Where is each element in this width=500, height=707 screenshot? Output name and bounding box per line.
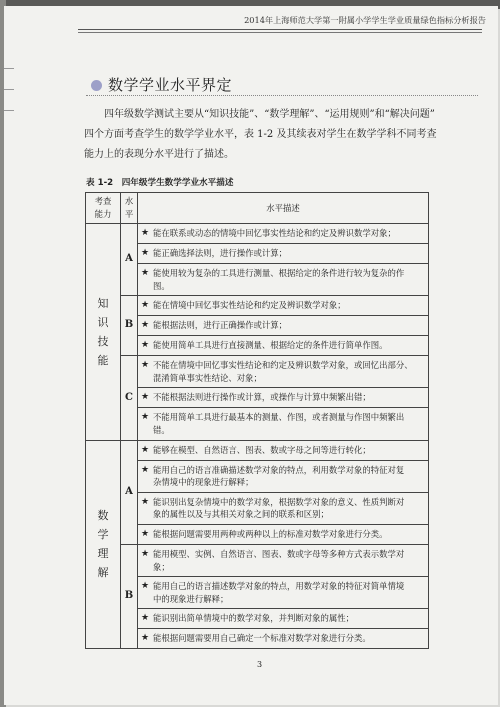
section-title: 数学学业水平界定 <box>108 76 233 94</box>
level-cell: B <box>121 544 138 648</box>
description-line: 不能在情境中回忆事实性结论和约定及辨识数学对象，或回忆出部分、 <box>153 360 413 371</box>
star-icon: ★ <box>141 300 150 311</box>
description-item <box>138 524 428 544</box>
ability-char: 学 <box>97 528 109 542</box>
description-line: 不能用简单工具进行最基本的测量、作图，或者测量与作图中频繁出 <box>153 412 405 423</box>
description-text <box>153 264 425 295</box>
header-rule <box>78 29 482 30</box>
star-icon: ★ <box>141 613 150 624</box>
description-line: 能在联系或动态的情境中回忆事实性结论和约定及辨识数学对象； <box>153 228 396 238</box>
description-cell <box>138 544 429 648</box>
description-text <box>153 441 425 460</box>
description-cell <box>138 296 429 356</box>
bullet-icon <box>91 80 102 91</box>
description-text <box>153 316 425 335</box>
star-icon: ★ <box>141 268 150 278</box>
description-text <box>153 244 425 263</box>
star-icon: ★ <box>141 248 150 258</box>
description-item <box>138 628 428 648</box>
description-line: 能用模型、实例、自然语言、图表、数或字母等多种方式表示数学对 <box>153 548 405 559</box>
description-line: 能使用较为复杂的工具进行测量、根据给定的条件进行较为复杂的作 <box>153 268 405 278</box>
table-header-row <box>86 193 429 224</box>
description-line: 象； <box>153 561 170 572</box>
ability-cell <box>86 440 121 649</box>
description-item <box>138 576 428 608</box>
description-line: 能根据法则，进行正确操作或计算； <box>153 320 287 331</box>
description-line: 能识别出简单情境中的数学对象，并判断对象的属性； <box>153 613 354 624</box>
level-cell: A <box>121 224 138 296</box>
intro-paragraph <box>84 105 464 165</box>
star-icon: ★ <box>141 464 150 475</box>
description-cell <box>138 440 429 544</box>
ability-char: 数 <box>97 509 109 523</box>
header-rule-thin <box>78 32 482 33</box>
page-number: 3 <box>257 660 263 669</box>
description-line: 错。 <box>153 424 170 435</box>
description-line: 杂情境中的现象进行解释； <box>153 477 254 488</box>
margin-ticks <box>4 68 14 128</box>
header-level <box>121 193 138 224</box>
description-line: 能在情境中回忆事实性结论和约定及辨识数学对象； <box>153 300 346 311</box>
header-ability <box>86 193 121 224</box>
description-text <box>153 577 425 608</box>
description-item <box>138 608 428 628</box>
description-text <box>153 609 425 628</box>
description-text <box>153 629 425 648</box>
description-item <box>138 492 428 524</box>
ability-char: 识 <box>97 315 109 329</box>
paragraph-line: 能力上的表现分水平进行了描述。 <box>84 149 234 160</box>
star-icon: ★ <box>141 444 150 455</box>
description-item <box>138 407 428 439</box>
description-text <box>153 336 425 355</box>
description-line: 象的属性以及与其相关对象之间的联系和区别； <box>153 509 329 520</box>
star-icon: ★ <box>141 633 150 644</box>
description-item <box>138 243 428 263</box>
table-row <box>86 544 429 648</box>
star-icon: ★ <box>141 228 150 238</box>
description-text <box>153 493 425 524</box>
description-item <box>138 460 428 492</box>
description-line: 不能根据法则进行操作或计算，或操作与计算中频繁出错； <box>153 392 371 403</box>
description-item <box>138 263 428 295</box>
star-icon: ★ <box>141 412 150 423</box>
description-line: 能用自己的语言描述数学对象的特点，用数学对象的特征对简单情境 <box>153 581 405 592</box>
description-line: 能根据问题需要用自己确定一个标准对数学对象进行分类。 <box>153 633 371 644</box>
paragraph-line: 四个方面考查学生的数学学业水平，表 1-2 及其续表对学生在数学学科不同考查 <box>84 129 437 140</box>
ability-char: 理 <box>97 547 109 561</box>
ability-cell <box>86 224 121 441</box>
star-icon: ★ <box>141 360 150 371</box>
description-cell <box>138 356 429 440</box>
description-text <box>153 356 425 387</box>
header-description: 水平描述 <box>138 193 429 224</box>
description-item <box>138 315 428 335</box>
header-ability-line2: 能力 <box>94 209 112 219</box>
header-level-line2: 平 <box>124 209 134 219</box>
description-line: 能正确选择法则，进行操作或计算； <box>153 248 287 258</box>
description-line: 能使用简单工具进行直接测量、根据给定的条件进行简单作图。 <box>153 340 388 351</box>
description-item <box>138 545 428 576</box>
paragraph-line: 四年级数学测试主要从“知识技能”、“数学理解”、“运用规则”和“解决问题” <box>84 109 435 120</box>
star-icon: ★ <box>141 392 150 403</box>
description-text <box>153 525 425 544</box>
description-line: 图。 <box>153 280 170 291</box>
description-text <box>153 408 425 439</box>
ability-char: 知 <box>97 296 109 310</box>
description-item <box>138 387 428 407</box>
description-item <box>138 335 428 355</box>
description-item <box>138 224 428 243</box>
description-line: 能识别出复杂情境中的数学对象，根据数学对象的意义、性质判断对 <box>153 496 405 507</box>
document-page <box>4 6 498 705</box>
star-icon: ★ <box>141 320 150 331</box>
table-caption: 表 1-2 四年级学生数学学业水平描述 <box>86 178 234 188</box>
star-icon: ★ <box>141 496 150 507</box>
description-item <box>138 441 428 460</box>
description-cell <box>138 224 429 296</box>
description-item <box>138 356 428 387</box>
star-icon: ★ <box>141 528 150 539</box>
ability-char: 能 <box>97 353 109 367</box>
star-icon: ★ <box>141 340 150 351</box>
description-line: 中的现象进行解释； <box>153 593 229 604</box>
level-table <box>85 192 429 649</box>
table-row <box>86 224 429 296</box>
level-cell: C <box>121 356 138 440</box>
ability-char: 解 <box>97 566 109 580</box>
description-line: 能够在模型、自然语言、图表、数或字母之间等进行转化； <box>153 444 371 455</box>
description-text <box>153 388 425 407</box>
description-text <box>153 224 425 243</box>
star-icon: ★ <box>141 548 150 559</box>
description-text <box>153 296 425 315</box>
header-level-line1: 水 <box>124 196 134 207</box>
description-text <box>153 545 425 576</box>
description-line: 混淆简单事实性结论、对象； <box>153 372 262 383</box>
description-line: 能根据问题需要用两种或两种以上的标准对数学对象进行分类。 <box>153 528 388 539</box>
ability-char: 技 <box>97 334 109 348</box>
header-ability-line1: 考查 <box>94 196 112 207</box>
table-row <box>86 440 429 544</box>
table-row <box>86 356 429 440</box>
description-line: 能用自己的语言准确描述数学对象的特点，利用数学对象的特征对复 <box>153 464 405 475</box>
description-item <box>138 296 428 315</box>
level-cell: A <box>121 440 138 544</box>
running-header: 2014年上海师范大学第一附属小学学生学业质量绿色指标分析报告 <box>244 15 486 25</box>
section-divider <box>86 95 478 96</box>
level-cell: B <box>121 296 138 356</box>
description-text <box>153 461 425 492</box>
star-icon: ★ <box>141 581 150 592</box>
table-row <box>86 296 429 356</box>
